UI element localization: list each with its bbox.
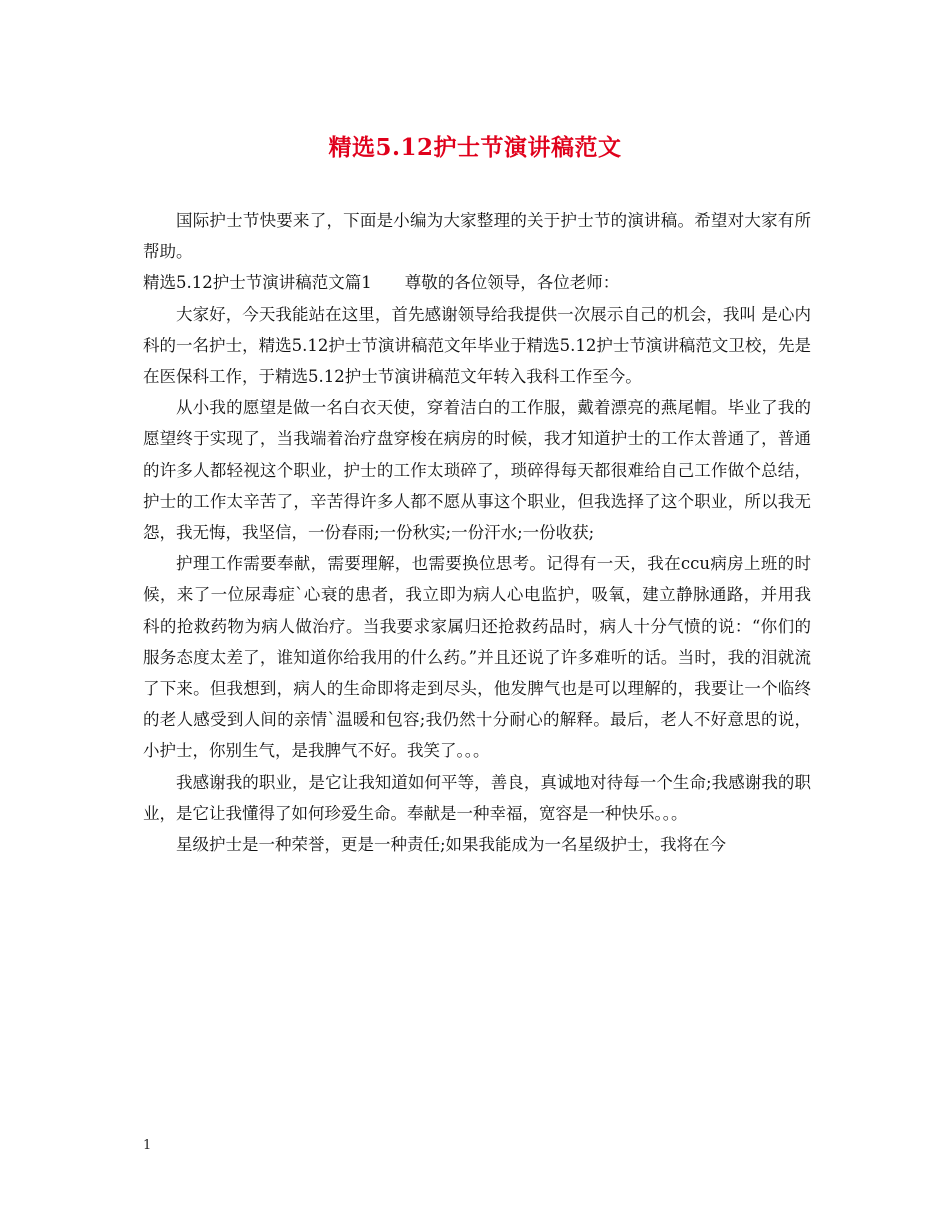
- paragraph-intro: 国际护士节快要来了，下面是小编为大家整理的关于护士节的演讲稿。希望对大家有所帮助。: [143, 211, 811, 262]
- paragraph-heading-greeting: 精选5.12护士节演讲稿范文篇1 尊敬的各位领导，各位老师：: [143, 273, 620, 293]
- document-body: [143, 205, 811, 860]
- paragraph-self-introduction: 大家好，今天我能站在这里，首先感谢领导给我提供一次展示自己的机会，我叫 是心内科的一名护士，精选5.12护士节演讲稿范文年毕业于精选5.12护士节演讲稿范文卫校，先是在医保科工作，于精选5.12护士节演讲稿范文年转入我科工作至今。: [143, 304, 811, 387]
- paragraph-nursing-story: 护理工作需要奉献，需要理解，也需要换位思考。记得有一天，我在ccu病房上班的时候，来了一位尿毒症`心衰的患者，我立即为病人心电监护，吸氧，建立静脉通路，并用我科的抢救药物为病人做治疗。当我要求家属归还抢救药品时，病人十分气愤的说：“你们的服务态度太差了，谁知道你给我用的什么药。”并且还说了许多难听的话。当时，我的泪就流了下来。但我想到，病人的生命即将走到尽头，他发脾气也是可以理解的，我要让一个临终的老人感受到人间的亲情`温暖和包容;我仍然十分耐心的解释。最后，老人不好意思的说，小护士，你别生气，是我脾气不好。我笑了。。。: [143, 554, 811, 761]
- page-number: 1: [143, 1138, 152, 1153]
- paragraph-gratitude: 我感谢我的职业，是它让我知道如何平等，善良，真诚地对待每一个生命;我感谢我的职业，是它让我懂得了如何珍爱生命。奉献是一种幸福，宽容是一种快乐。。。: [143, 772, 811, 823]
- document-title: 精选5.12护士节演讲稿范文: [328, 134, 622, 161]
- paragraph-star-nurse: 星级护士是一种荣誉，更是一种责任;如果我能成为一名星级护士，我将在今: [176, 835, 727, 855]
- paragraph-childhood-wish: 从小我的愿望是做一名白衣天使，穿着洁白的工作服，戴着漂亮的燕尾帽。毕业了我的愿望终于实现了，当我端着治疗盘穿梭在病房的时候，我才知道护士的工作太普通了，普通的许多人都轻视这个职业，护士的工作太琐碎了，琐碎得每天都很难给自己工作做个总结，护士的工作太辛苦了，辛苦得许多人都不愿从事这个职业，但我选择了这个职业，所以我无怨，我无悔，我坚信，一份春雨;一份秋实;一份汗水;一份收获;: [143, 398, 811, 543]
